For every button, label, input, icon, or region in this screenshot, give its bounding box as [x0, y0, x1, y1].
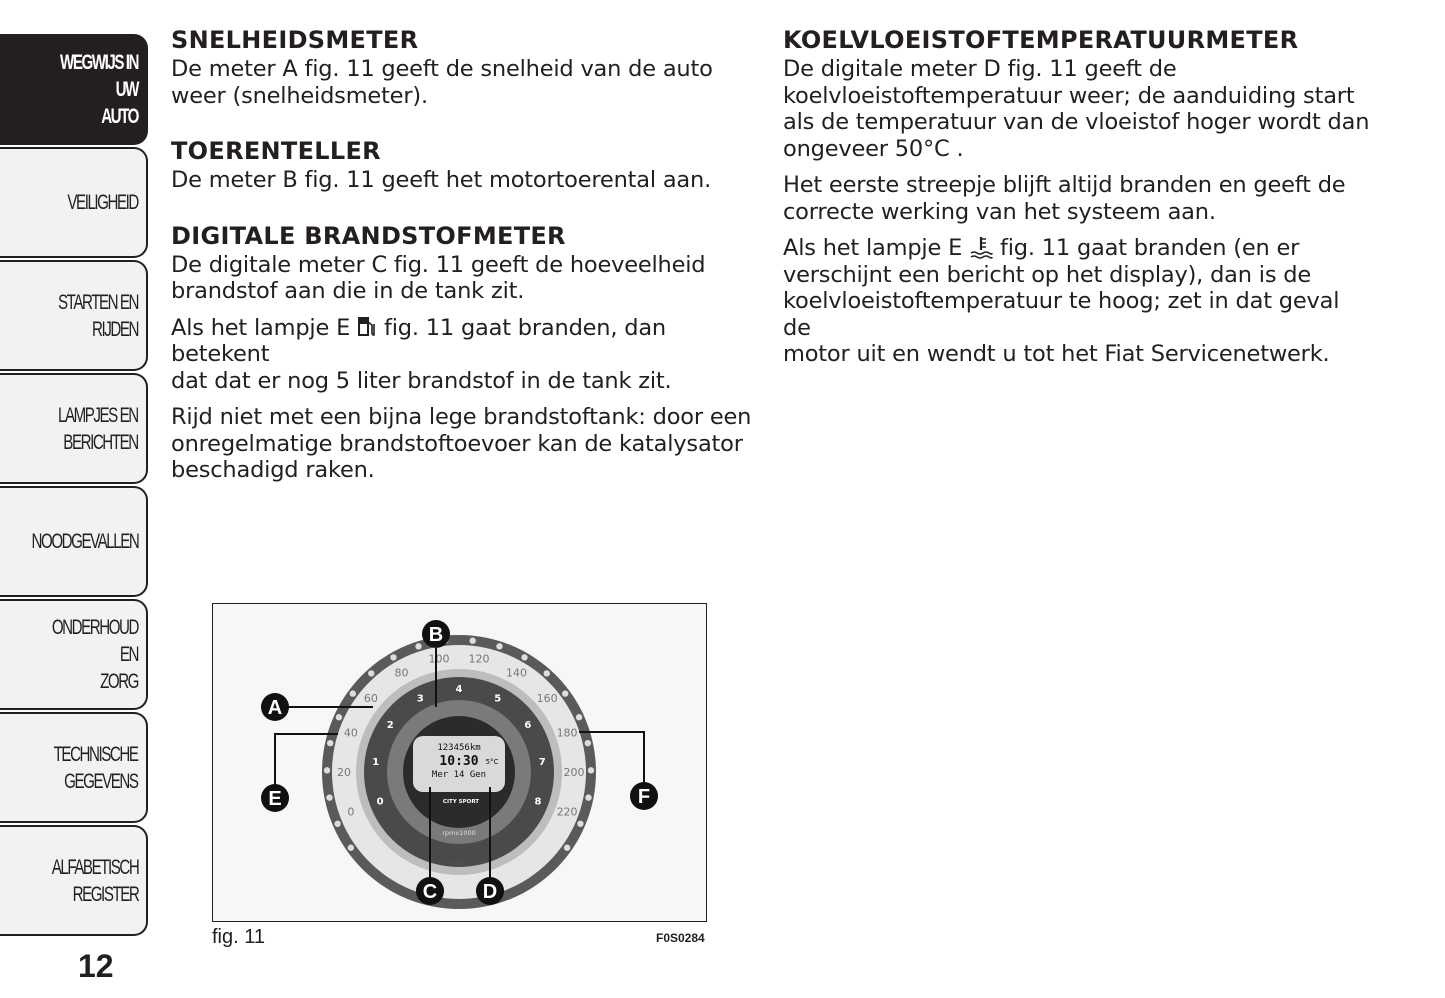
tab-label: ALFABETISCH REGISTER	[51, 855, 138, 906]
speed-label: 140	[506, 666, 527, 680]
right-column	[783, 24, 1373, 368]
callout-label: A	[267, 697, 283, 719]
rpm-label: 5	[494, 693, 502, 705]
warning-light-icon	[350, 690, 356, 696]
rpm-label: 6	[524, 719, 532, 731]
paragraph-line: De meter B fig. 11 geeft het motortoerental aan.	[171, 167, 712, 193]
paragraph-line	[783, 235, 1373, 262]
text-fragment: fig. 11 gaat branden, dan betekent	[171, 314, 666, 367]
speed-label: 60	[363, 692, 378, 706]
paragraph-line: verschijnt een bericht op het display), dan is de	[783, 261, 1312, 288]
speed-label: 200	[563, 766, 585, 779]
paragraph-line: Het eerste streepje blijft altijd branden en geeft de	[783, 172, 1346, 198]
fuel-pump-icon	[357, 316, 377, 338]
warning-light-icon	[336, 714, 342, 720]
tab-onderhoud[interactable]	[0, 599, 148, 710]
tab-starten[interactable]	[0, 260, 148, 371]
warning-light-icon	[562, 690, 568, 696]
callout-e	[261, 784, 289, 812]
warning-light-icon	[368, 670, 374, 676]
page-number: 12	[78, 948, 114, 984]
paragraph-line: De digitale meter C fig. 11 geeft de hoeveelheid	[171, 251, 706, 278]
warning-light-icon	[326, 794, 332, 800]
callout-label: D	[482, 881, 498, 903]
display-temperature: 5°C	[485, 758, 499, 766]
rpm-label: 7	[538, 757, 546, 769]
callout-b	[422, 620, 450, 648]
instrument-cluster-figure	[212, 603, 707, 922]
tab-label: NOODGEVALLEN	[31, 530, 138, 553]
tab-label: LAMPJES EN BERICHTEN	[58, 403, 138, 454]
paragraph-line: De meter A fig. 11 geeft de snelheid van de auto	[171, 56, 713, 82]
warning-light-icon	[324, 767, 330, 773]
paragraph-line: correcte werking van het systeem aan.	[783, 198, 1216, 225]
speed-label: 0	[347, 805, 355, 819]
callout-label: F	[637, 786, 651, 808]
callout-c	[416, 877, 444, 905]
tab-lampjes[interactable]	[0, 373, 148, 484]
speed-label: 40	[343, 726, 358, 740]
callout-a	[261, 693, 289, 721]
rpm-label: 8	[534, 796, 542, 808]
speed-label: 120	[468, 652, 490, 666]
rpm-label: 4	[455, 684, 463, 695]
speed-label: 80	[394, 666, 409, 680]
tab-label: STARTEN EN RIJDEN	[58, 290, 138, 341]
display-date: Mer 14 Gen	[431, 770, 487, 780]
callout-f	[630, 782, 658, 810]
warning-light-icon	[576, 714, 582, 720]
heading-koelvloeistof: KOELVLOEISTOFTEMPERATUURMETER	[783, 26, 1299, 54]
warning-light-icon	[496, 643, 502, 649]
tab-noodgevallen[interactable]	[0, 486, 148, 597]
speed-label: 20	[337, 766, 351, 779]
callout-label: C	[422, 881, 438, 903]
tab-label: TECHNISCHE GEGEVENS	[54, 742, 138, 793]
paragraph-line: als de temperatuur van de vloeistof hoger wordt dan	[783, 109, 1370, 135]
speed-label: 180	[556, 726, 578, 740]
rpm-label: 0	[376, 796, 384, 808]
rpm-unit-label: rpmx1000	[442, 829, 476, 837]
paragraph-line: Rijd niet met een bijna lege brandstoftank: door een	[171, 404, 752, 430]
heading-snelheidsmeter: SNELHEIDSMETER	[171, 26, 419, 54]
tab-register[interactable]	[0, 825, 148, 936]
tab-label: VEILIGHEID	[67, 191, 138, 214]
speed-label: 100	[428, 652, 450, 666]
left-column	[171, 24, 756, 484]
display-mode: CITY SPORT	[442, 799, 480, 805]
text-fragment: fig. 11 gaat branden (en er	[993, 235, 1300, 261]
rpm-label: 1	[372, 757, 380, 769]
figure-code: F0S0284	[656, 931, 705, 945]
warning-light-icon	[544, 670, 550, 676]
tab-veiligheid[interactable]	[0, 147, 148, 258]
instrument-cluster-illustration	[213, 604, 705, 920]
paragraph-line: weer (snelheidsmeter).	[171, 82, 428, 109]
display-time: 10:30	[439, 754, 479, 769]
speed-unit-label: km/h	[450, 859, 468, 867]
warning-light-icon	[348, 845, 354, 851]
paragraph-line: onregelmatige brandstoftoevoer kan de katalysator	[171, 430, 743, 457]
warning-light-icon	[585, 740, 591, 746]
warning-light-icon	[415, 643, 421, 649]
warning-light-icon	[564, 845, 570, 851]
figure-caption: fig. 11	[212, 926, 265, 948]
tab-label: ONDERHOUD EN ZORG	[51, 616, 138, 693]
callout-label: B	[428, 624, 444, 646]
rpm-label: 2	[386, 719, 394, 731]
heading-brandstofmeter: DIGITALE BRANDSTOFMETER	[171, 221, 566, 250]
paragraph-line	[171, 315, 756, 368]
heading-toerenteller: TOERENTELLER	[171, 137, 381, 165]
rpm-label: 3	[416, 693, 424, 705]
tab-wegwijs[interactable]	[0, 34, 148, 145]
warning-light-icon	[334, 821, 340, 827]
warning-light-icon	[521, 654, 527, 660]
speed-label: 160	[536, 692, 558, 706]
text-fragment: Als het lampje E	[783, 235, 970, 261]
tab-label: WEGWIJS IN UW AUTO	[59, 51, 138, 128]
paragraph-line: De digitale meter D fig. 11 geeft de	[783, 56, 1177, 82]
display-odometer: 123456km	[437, 743, 481, 753]
paragraph-line: koelvloeistoftemperatuur te hoog; zet in dat geval de	[783, 288, 1340, 341]
warning-light-icon	[327, 740, 333, 746]
warning-light-icon	[588, 767, 594, 773]
warning-light-icon	[390, 654, 396, 660]
callout-d	[476, 877, 504, 905]
paragraph-line: brandstof aan die in de tank zit.	[171, 278, 525, 304]
warning-light-icon	[469, 638, 475, 644]
callout-label: E	[268, 788, 282, 810]
paragraph-line: koelvloeistoftemperatuur weer; de aanduiding start	[783, 82, 1355, 109]
tab-technische[interactable]	[0, 712, 148, 823]
paragraph-line: ongeveer 50°C .	[783, 135, 964, 162]
warning-light-icon	[577, 821, 583, 827]
coolant-temperature-icon	[969, 235, 993, 259]
paragraph-line: motor uit en wendt u tot het Fiat Servicenetwerk.	[783, 341, 1330, 367]
paragraph-line: beschadigd raken.	[171, 457, 375, 483]
speed-label: 220	[556, 805, 578, 819]
warning-light-icon	[585, 794, 591, 800]
text-fragment: Als het lampje E	[171, 314, 358, 341]
paragraph-line: dat dat er nog 5 liter brandstof in de tank zit.	[171, 367, 672, 394]
